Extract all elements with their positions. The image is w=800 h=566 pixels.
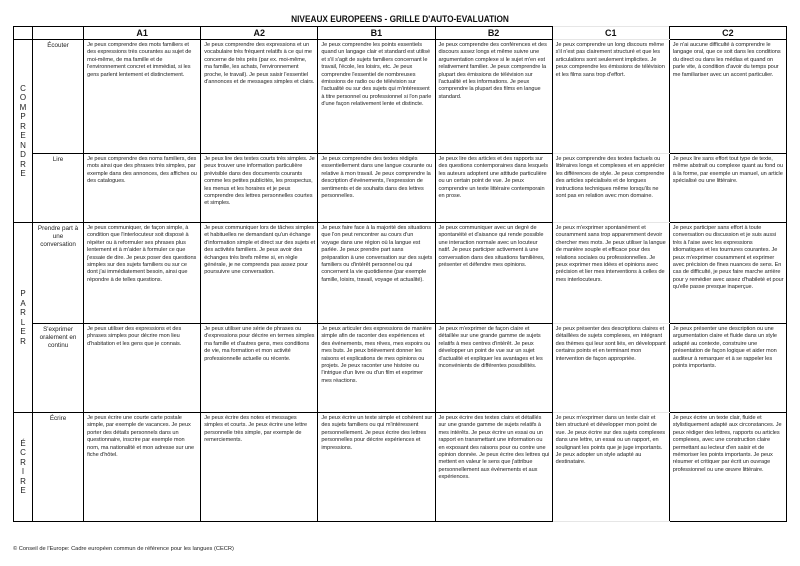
descriptor-ecouter-c2: Je n'ai aucune difficulté à comprendre le langage oral, que ce soit dans les conditions du direct ou dans les médias et quand on parle vite, à condition d'avoir du temps pour me familiariser avec un accent particulier. [669, 40, 786, 154]
group-letter: C [20, 448, 26, 457]
skill-ecouter: Écouter [33, 40, 84, 154]
group-label [14, 289, 32, 346]
descriptor-ecrire-b2: Je peux écrire des textes clairs et détaillés sur une grande gamme de sujets relatifs à mes intérêts. Je peux écrire un essai ou un rapport en transmettant une information ou en exposant des raisons pour ou contre une opinion donnée. Je peux écrire des lettres qui mettent en valeur le sens que j'attribue personnellement aux événements et aux expériences. [435, 413, 552, 522]
descriptor-exprimer-a2: Je peux utiliser une série de phrases ou d'expressions pour décrire en termes simples ma famille et d'autres gens, mes conditions de vie, ma formation et mon activité professionnelle actuelle ou récente. [201, 324, 318, 413]
group-letter: N [20, 140, 26, 150]
descriptor-prendre-b1: Je peux faire face à la majorité des situations que l'on peut rencontrer au cours d'un voyage dans une région où la langue est parlée. Je peux prendre part sans préparation à une conversation sur des sujets familiers ou d'intérêt personnel ou qui concernent la vie quotidienne (par exemple famille, loisirs, travail, voyage et actualité). [318, 223, 435, 324]
header-level-a2: A2 [201, 27, 318, 40]
group-letter: R [20, 308, 26, 317]
descriptor-ecrire-a2: Je peux écrire des notes et messages simples et courts. Je peux écrire une lettre personnelle très simple, par exemple de remerciements. [201, 413, 318, 522]
copyright-footer: © Conseil de l'Europe: Cadre européen commun de référence pour les langues (CECR) [13, 546, 234, 552]
descriptor-ecouter-b2: Je peux comprendre des conférences et des discours assez longs et même suivre une argumentation complexe si le sujet m'en est relativement familier. Je peux comprendre la plupart des émissions de télévision sur l'actualité et les informations. Je peux comprendre la plupart des films en langue standard. [435, 40, 552, 154]
group-letter: R [20, 121, 26, 131]
group-ecrire [14, 413, 33, 522]
group-letter: C [20, 83, 26, 93]
descriptor-exprimer-b2: Je peux m'exprimer de façon claire et détaillée sur une grande gamme de sujets relatifs à mes centres d'intérêt. Je peux développer un point de vue sur un sujet d'actualité et expliquer les avantages et les inconvénients de différentes possibilités. [435, 324, 552, 413]
group-letter: R [20, 336, 26, 346]
descriptor-ecouter-b1: Je peux comprendre les points essentiels quand un langage clair et standard est utilisé et s'il s'agit de sujets familiers concernant le travail, l'école, les loisirs, etc. Je peux comprendre l'essentiel de nombreuses émissions de radio ou de télévision sur l'actualité ou sur des sujets qui m'intéressent à titre personnel ou professionnel si l'on parle d'une façon relativement lente et distincte. [318, 40, 435, 154]
descriptor-exprimer-a1: Je peux utiliser des expressions et des phrases simples pour décrire mon lieu d'habitation et les gens que je connais. [84, 324, 201, 413]
descriptor-ecouter-a2: Je peux comprendre des expressions et un vocabulaire très fréquent relatifs à ce qui me concerne de très près (par ex. moi-même, ma famille, les achats, l'environnement proche, le travail). Je peux saisir l'essentiel d'annonces et de messages simples et clairs. [201, 40, 318, 154]
group-letter: E [20, 131, 26, 140]
descriptor-prendre-a1: Je peux communiquer, de façon simple, à condition que l'interlocuteur soit disposé à répéter ou à reformuler ses phrases plus lentement et à m'aider à formuler ce que j'essaie de dire. Je peux poser des questions simples sur des sujets familiers ou sur ce dont j'ai immédiatement besoin, ainsi que répondre à de telles questions. [84, 223, 201, 324]
group-letter: I [21, 467, 25, 476]
group-letter: R [20, 159, 26, 169]
header-level-b1: B1 [318, 27, 435, 40]
group-letter: E [20, 327, 26, 336]
descriptor-lire-b2: Je peux lire des articles et des rapports sur des questions contemporaines dans lesquels les auteurs adoptent une attitude particulière ou un certain point de vue. Je peux comprendre un texte littéraire contemporain en prose. [435, 154, 552, 223]
skill-exprimer: S'exprimer oralement en continu [33, 324, 84, 413]
group-letter: A [20, 298, 26, 308]
group-letter: M [19, 102, 27, 112]
row-ecrire [14, 413, 787, 522]
group-comprendre [14, 40, 33, 223]
header-row [14, 27, 787, 40]
descriptor-prendre-b2: Je peux communiquer avec un degré de spontanéité et d'aisance qui rende possible une interaction normale avec un locuteur natif. Je peux participer activement à une conversation dans des situations familières, présenter et défendre mes opinions. [435, 223, 552, 324]
descriptor-ecrire-a1: Je peux écrire une courte carte postale simple, par exemple de vacances. Je peux porter des détails personnels dans un questionnaire, inscrire par exemple mon nom, ma nationalité et mon adresse sur une fiche d'hôtel. [84, 413, 201, 522]
group-letter: O [19, 93, 27, 102]
skill-lire: Lire [33, 154, 84, 223]
descriptor-exprimer-c2: Je peux présenter une description ou une argumentation claire et fluide dans un style adapté au contexte, construire une présentation de façon logique et aider mon auditeur à remarquer et à se rappeler les points importants. [669, 324, 786, 413]
descriptor-lire-b1: Je peux comprendre des textes rédigés essentiellement dans une langue courante ou relative à mon travail. Je peux comprendre la description d'événements, l'expression de sentiments et de souhaits dans des lettres personnelles. [318, 154, 435, 223]
self-assessment-grid [13, 26, 787, 522]
header-level-b2: B2 [435, 27, 552, 40]
descriptor-exprimer-b1: Je peux articuler des expressions de manière simple afin de raconter des expériences et des événements, mes rêves, mes espoirs ou mes buts. Je peux brièvement donner les raisons et explications de mes opinions ou projets. Je peux raconter une histoire ou l'intrigue d'un livre ou d'un film et exprimer mes réactions. [318, 324, 435, 413]
group-letter: R [20, 457, 26, 467]
descriptor-lire-a1: Je peux comprendre des noms familiers, des mots ainsi que des phrases très simples, par exemple dans des annonces, des affiches ou des catalogues. [84, 154, 201, 223]
skill-prendre-part: Prendre part à une conversation [33, 223, 84, 324]
group-letter: D [20, 150, 26, 159]
descriptor-ecrire-c1: Je peux m'exprimer dans un texte clair et bien structuré et développer mon point de vue. Je peux écrire sur des sujets complexes dans une lettre, un essai ou un rapport, en soulignant les points que je juge importants. Je peux adopter un style adapté au destinataire. [552, 413, 669, 522]
descriptor-prendre-c2: Je peux participer sans effort à toute conversation ou discussion et je suis aussi très à l'aise avec les expressions idiomatiques et les tournures courantes. Je peux m'exprimer couramment et exprimer avec précision de fines nuances de sens. En cas de difficulté, je peux faire marche arrière pour y remédier avec assez d'habileté et pour qu'elle passe presque inaperçue. [669, 223, 786, 324]
group-letter: P [20, 112, 26, 121]
descriptor-lire-c2: Je peux lire sans effort tout type de texte, même abstrait ou complexe quant au fond ou à la forme, par exemple un manuel, un article spécialisé ou une littéraire. [669, 154, 786, 223]
group-parler [14, 223, 33, 413]
descriptor-ecouter-c1: Je peux comprendre un long discours même s'il n'est pas clairement structuré et que les articulations sont seulement implicites. Je peux comprendre les émissions de télévision et les films sans trop d'effort. [552, 40, 669, 154]
row-lire [14, 154, 787, 223]
group-letter: P [20, 289, 26, 298]
header-level-c2: C2 [669, 27, 786, 40]
descriptor-exprimer-c1: Je peux présenter des descriptions claires et détaillées de sujets complexes, en intégrant des thèmes qui leur sont liés, en développant certains points et en terminant mon intervention de façon appropriée. [552, 324, 669, 413]
descriptor-prendre-c1: Je peux m'exprimer spontanément et couramment sans trop apparemment devoir chercher mes mots. Je peux utiliser la langue de manière souple et efficace pour des relations sociales ou professionnelles. Je peux exprimer mes idées et opinions avec précision et lier mes interventions à celles de mes interlocuteurs. [552, 223, 669, 324]
group-label [14, 84, 32, 179]
row-prendre-part [14, 223, 787, 324]
group-letter: E [20, 169, 26, 178]
descriptor-lire-a2: Je peux lire des textes courts très simples. Je peux trouver une information particulière prévisible dans des documents courants comme les petites publicités, les prospectus, les menus et les horaires et je peux comprendre des lettres personnelles courtes et simples. [201, 154, 318, 223]
descriptor-lire-c1: Je peux comprendre des textes factuels ou littéraires longs et complexes et en apprécier les différences de style. Je peux comprendre des articles spécialisés et de longues instructions techniques même lorsqu'ils ne sont pas en relation avec mon domaine. [552, 154, 669, 223]
group-letter: R [20, 476, 26, 486]
header-empty-group [14, 27, 33, 40]
header-level-c1: C1 [552, 27, 669, 40]
group-label [14, 439, 32, 496]
document-title: NIVEAUX EUROPEENS - GRILLE D'AUTO-EVALUATION [291, 14, 509, 24]
header-level-a1: A1 [84, 27, 201, 40]
group-letter: É [20, 438, 26, 448]
header-empty-skill [33, 27, 84, 40]
descriptor-ecrire-b1: Je peux écrire un texte simple et cohérent sur des sujets familiers ou qui m'intéressent personnellement. Je peux écrire des lettres personnelles pour décrire expériences et impressions. [318, 413, 435, 522]
group-letter: E [20, 486, 26, 495]
descriptor-prendre-a2: Je peux communiquer lors de tâches simples et habituelles ne demandant qu'un échange d'information simple et direct sur des sujets et des activités familiers. Je peux avoir des échanges très brefs même si, en règle générale, je ne comprends pas assez pour poursuivre une conversation. [201, 223, 318, 324]
descriptor-ecrire-c2: Je peux écrire un texte clair, fluide et stylistiquement adapté aux circonstances. Je peux rédiger des lettres, rapports ou articles complexes, avec une construction claire permettant au lecteur d'en saisir et de mémoriser les points importants. Je peux résumer et critiquer par écrit un ouvrage professionnel ou une œuvre littéraire. [669, 413, 786, 522]
skill-ecrire: Écrire [33, 413, 84, 522]
row-ecouter [14, 40, 787, 154]
row-exprimer [14, 324, 787, 413]
group-letter: L [20, 317, 26, 327]
descriptor-ecouter-a1: Je peux comprendre des mots familiers et des expressions très courantes au sujet de moi-même, de ma famille et de l'environnement concret et immédiat, si les gens parlent lentement et distinctement. [84, 40, 201, 154]
